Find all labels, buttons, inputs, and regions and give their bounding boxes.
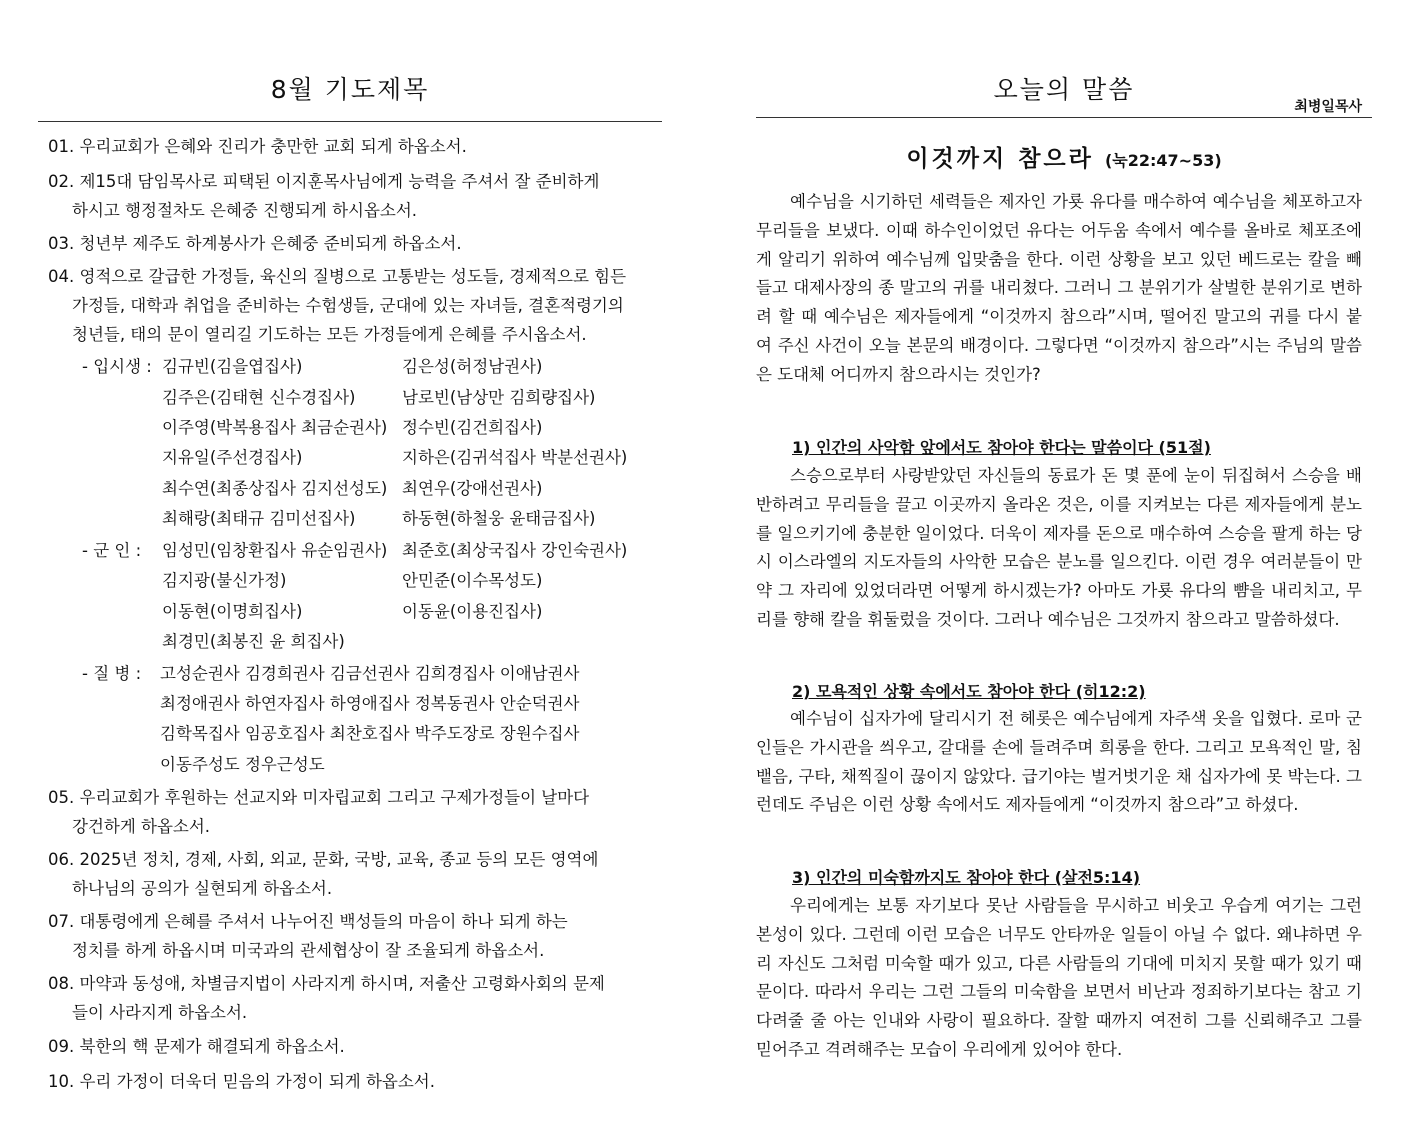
section-text: 예수님이 십자가에 달리시기 전 헤롯은 예수님에게 자주색 옷을 입혔다. 로마 군인들은 가시관을 씌우고, 갈대를 손에 들려주며 희롱을 한다. 그리고 모욕적인 말, 침 뱉음, 구타, 채찍질이 끊이지 않았다. 급기야는 벌거벗기운 채 십자가에 못 박는다. 그런데도 주님은 이런 상황 속에서도 제자들에게 “이것까지 참으라”고 하셨다. [756,709,1362,815]
prayer-item-04-cont: 청년들, 태의 문이 열리길 기도하는 모든 가정들에게 은혜를 주시옵소서. [72,325,587,344]
prayer-item-08-cont: 들이 사라지게 하옵소서. [72,1003,248,1022]
group-label-sick: - 질 병 : [82,664,142,683]
sermon-column-title: 오늘의 말씀 [993,75,1135,104]
section-heading: 3) 인간의 미숙함까지도 참아야 한다 (살전5:14) [792,868,1141,887]
name-entry: 최준호(최상국집사 강인숙권사) [402,541,628,560]
prayer-item-10: 10. 우리 가정이 더욱더 믿음의 가정이 되게 하옵소서. [48,1072,435,1091]
prayer-item-01: 01. 우리교회가 은혜와 진리가 충만한 교회 되게 하옵소서. [48,137,467,156]
name-list: 최정애권사 하연자집사 하영애집사 정복동권사 안순덕권사 [160,694,580,713]
prayer-item-02: 02. 제15대 담임목사로 피택된 이지훈목사님에게 능력을 주셔서 잘 준비하게 [48,172,600,191]
prayer-item-06-cont: 하나님의 공의가 실현되게 하옵소서. [72,879,333,898]
prayer-item-08: 08. 마약과 동성애, 차별금지법이 사라지게 하시며, 저출산 고령화사회의 문제 [48,974,605,993]
name-entry: 김지광(불신가정) [162,571,287,590]
scripture-reference: (눅22:47~53) [1104,151,1222,170]
name-entry: 하동현(하철웅 윤태금집사) [402,509,596,528]
prayer-topics-title: 8월 기도제목 [270,75,430,104]
prayer-item-05-cont: 강건하게 하옵소서. [72,817,211,836]
name-list: 고성순권사 김경희권사 김금선권사 김희경집사 이애남권사 [160,664,580,683]
name-entry: 남로빈(남상만 김희량집사) [402,388,596,407]
name-entry: 임성민(임창환집사 유순임권사) [162,541,388,560]
title-divider [756,117,1372,118]
prayer-item-04: 04. 영적으로 갈급한 가정들, 육신의 질병으로 고통받는 성도들, 경제적으로 힘든 [48,267,627,286]
prayer-item-02-cont: 하시고 행정절차도 은혜중 진행되게 하시옵소서. [72,201,418,220]
name-entry: 최경민(최봉진 윤 희집사) [162,632,345,651]
prayer-item-06: 06. 2025년 정치, 경제, 사회, 외교, 문화, 국방, 교육, 종교 등의 모든 영역에 [48,850,599,869]
section-heading: 2) 모욕적인 상황 속에서도 참아야 한다 (히12:2) [792,682,1146,701]
name-entry: 지하은(김귀석집사 박분선권사) [402,448,628,467]
sermon-title [756,140,1372,173]
name-list: 이동주성도 정우근성도 [160,755,325,774]
prayer-item-07-cont: 정치를 하게 하옵시며 미국과의 관세협상이 잘 조율되게 하옵소서. [72,941,545,960]
section-text: 우리에게는 보통 자기보다 못난 사람들을 무시하고 비웃고 우습게 여기는 그런 본성이 있다. 그런데 이런 모습은 너무도 안타까운 일들이 아닐 수 없다. 왜냐하면 우리 자신도 그처럼 미숙할 때가 있고, 다른 사람들의 기대에 미치지 못할 때가 있기 때문이다. 따라서 우리는 그런 그들의 미숙함을 보면서 비난과 정죄하기보다는 참고 기다려줄 줄 아는 인내와 사랑이 필요하다. 잘할 때까지 여전히 그를 신뢰해주고 그를 믿어주고 격려해주는 모습이 우리에게 있어야 한다. [756,896,1362,1059]
name-entry: 이동윤(이용진집사) [402,602,543,621]
sermon-intro: 예수님을 시기하던 세력들은 제자인 가룟 유다를 매수하여 예수님을 체포하고자 무리들을 보냈다. 이때 하수인이었던 유다는 어두움 속에서 예수를 올바로 체포조에게 알리기 위하여 예수님께 입맞춤을 한다. 이런 상황을 보고 있던 베드로는 칼을 빼들고 대제사장의 종 말고의 귀를 내리쳤다. 그러니 그 분위기가 살벌한 분위기로 변하려 할 때 예수님은 제자들에게 “이것까지 참으라”시며, 떨어진 말고의 귀를 다시 붙여 주신 사건이 오늘 본문의 배경이다. 그렇다면 “이것까지 참으라”시는 주님의 말씀은 도대체 어디까지 참으라시는 것인가? [756,192,1362,384]
name-list: 김학목집사 임공호집사 최찬호집사 박주도장로 장원수집사 [160,724,580,743]
name-entry: 김주은(김태현 신수경집사) [162,388,356,407]
prayer-item-05: 05. 우리교회가 후원하는 선교지와 미자립교회 그리고 구제가정들이 날마다 [48,788,590,807]
prayer-item-03: 03. 청년부 제주도 하계봉사가 은혜중 준비되게 하옵소서. [48,234,462,253]
name-entry: 최해랑(최태규 김미선집사) [162,509,356,528]
prayer-item-09: 09. 북한의 핵 문제가 해결되게 하옵소서. [48,1037,345,1056]
prayer-item-04-cont: 가정들, 대학과 취업을 준비하는 수험생들, 군대에 있는 자녀들, 결혼적령기의 [72,296,624,315]
group-label-exam: - 입시생 : [82,357,152,376]
name-entry: 이동현(이명희집사) [162,602,303,621]
group-label-army: - 군 인 : [82,541,142,560]
name-entry: 지유일(주선경집사) [162,448,303,467]
name-entry: 이주영(박복용집사 최금순권사) [162,418,388,437]
name-entry: 김은성(허정남권사) [402,357,543,376]
pastor-byline: 최병일목사 [1294,99,1362,115]
title-divider [38,121,662,122]
name-entry: 최연우(강애선권사) [402,479,543,498]
section-heading: 1) 인간의 사악함 앞에서도 참아야 한다는 말씀이다 (51절) [792,438,1211,457]
name-entry: 김규빈(김을엽집사) [162,357,303,376]
name-entry: 정수빈(김건희집사) [402,418,543,437]
sermon-title-text: 이것까지 참으라 [906,146,1094,172]
prayer-item-07: 07. 대통령에게 은혜를 주셔서 나누어진 백성들의 마음이 하나 되게 하는 [48,912,568,931]
name-entry: 안민준(이수목성도) [402,571,543,590]
section-text: 스승으로부터 사랑받았던 자신들의 동료가 돈 몇 푼에 눈이 뒤집혀서 스승을 배반하려고 무리들을 끌고 이곳까지 올라온 것은, 이를 지켜보는 다른 제자들에게 분노를 일으키기에 충분한 일이었다. 더욱이 제자를 돈으로 매수하여 스승을 팔게 하는 당시 이스라엘의 지도자들의 사악한 모습은 분노를 일으킨다. 이런 경우 여러분들이 만약 그 자리에 있었더라면 어떻게 하시겠는가? 아마도 가룟 유다의 뺨을 내리치고, 무리를 향해 칼을 휘둘렀을 것이다. 그러나 예수님은 그것까지 참으라고 말씀하셨다. [756,466,1362,629]
name-entry: 최수연(최종상집사 김지선성도) [162,479,388,498]
